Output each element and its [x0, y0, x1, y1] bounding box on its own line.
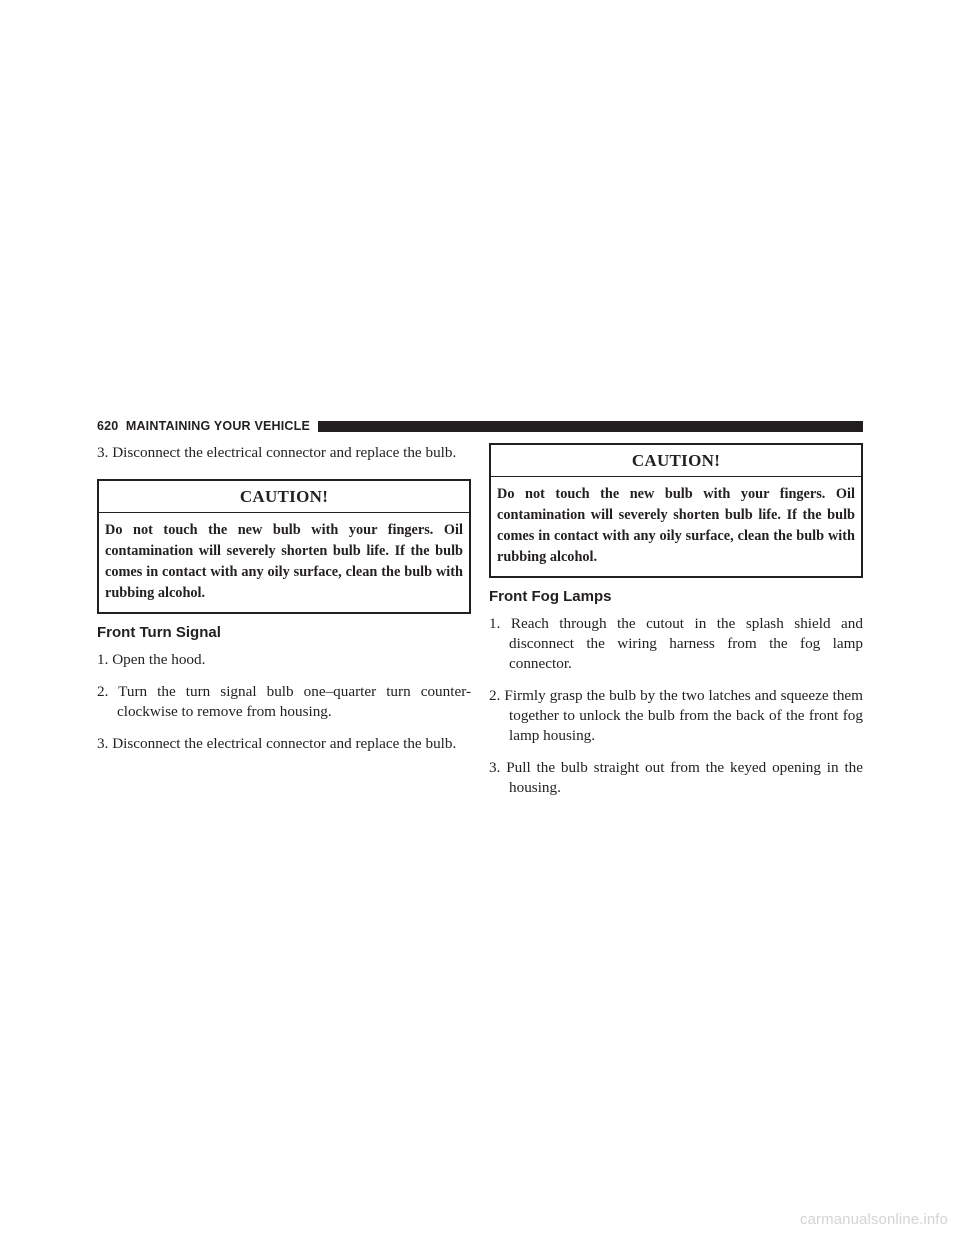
list-item: 3. Pull the bulb straight out from the keyed opening in the housing.: [489, 759, 863, 796]
caution-box: [97, 479, 471, 614]
list-item: 2. Firmly grasp the bulb by the two latches and squeeze them together to unlock the bulb from the back of the front fog lamp housing.: [489, 687, 863, 744]
steps-list-front-turn-signal: [97, 650, 471, 754]
list-item: 2. Turn the turn signal bulb one–quarter turn counter-clockwise to remove from housing.: [97, 683, 471, 720]
section-title: MAINTAINING YOUR VEHICLE: [125, 419, 311, 433]
caution-body: Do not touch the new bulb with your fingers. Oil contamination will severely shorten bulb life. If the bulb comes in contact with any oily surface, clean the bulb with rubbing alcohol.: [105, 522, 463, 601]
caution-title: CAUTION!: [491, 445, 861, 477]
section-heading-front-fog-lamps: Front Fog Lamps: [489, 588, 612, 605]
caution-title: CAUTION!: [99, 481, 469, 513]
header-rule: [318, 421, 863, 432]
page-header: [97, 418, 863, 434]
list-item: 1. Reach through the cutout in the splash shield and disconnect the wiring harness from the fog lamp connector.: [489, 615, 863, 672]
caution-box: [489, 443, 863, 578]
page-number: 620: [97, 419, 119, 433]
caution-body: Do not touch the new bulb with your fingers. Oil contamination will severely shorten bulb life. If the bulb comes in contact with any oily surface, clean the bulb with rubbing alcohol.: [497, 486, 855, 565]
section-heading-front-turn-signal: Front Turn Signal: [97, 624, 221, 641]
steps-list-front-fog-lamps: [489, 614, 863, 798]
intro-step: 3. Disconnect the electrical connector and replace the bulb.: [97, 444, 457, 461]
list-item: 3. Disconnect the electrical connector and replace the bulb.: [97, 735, 457, 752]
watermark: carmanualsonline.info: [799, 1211, 948, 1228]
page-header-label: [97, 419, 318, 433]
list-item: 1. Open the hood.: [97, 651, 206, 668]
right-column: [489, 443, 863, 798]
left-column: [97, 443, 471, 754]
